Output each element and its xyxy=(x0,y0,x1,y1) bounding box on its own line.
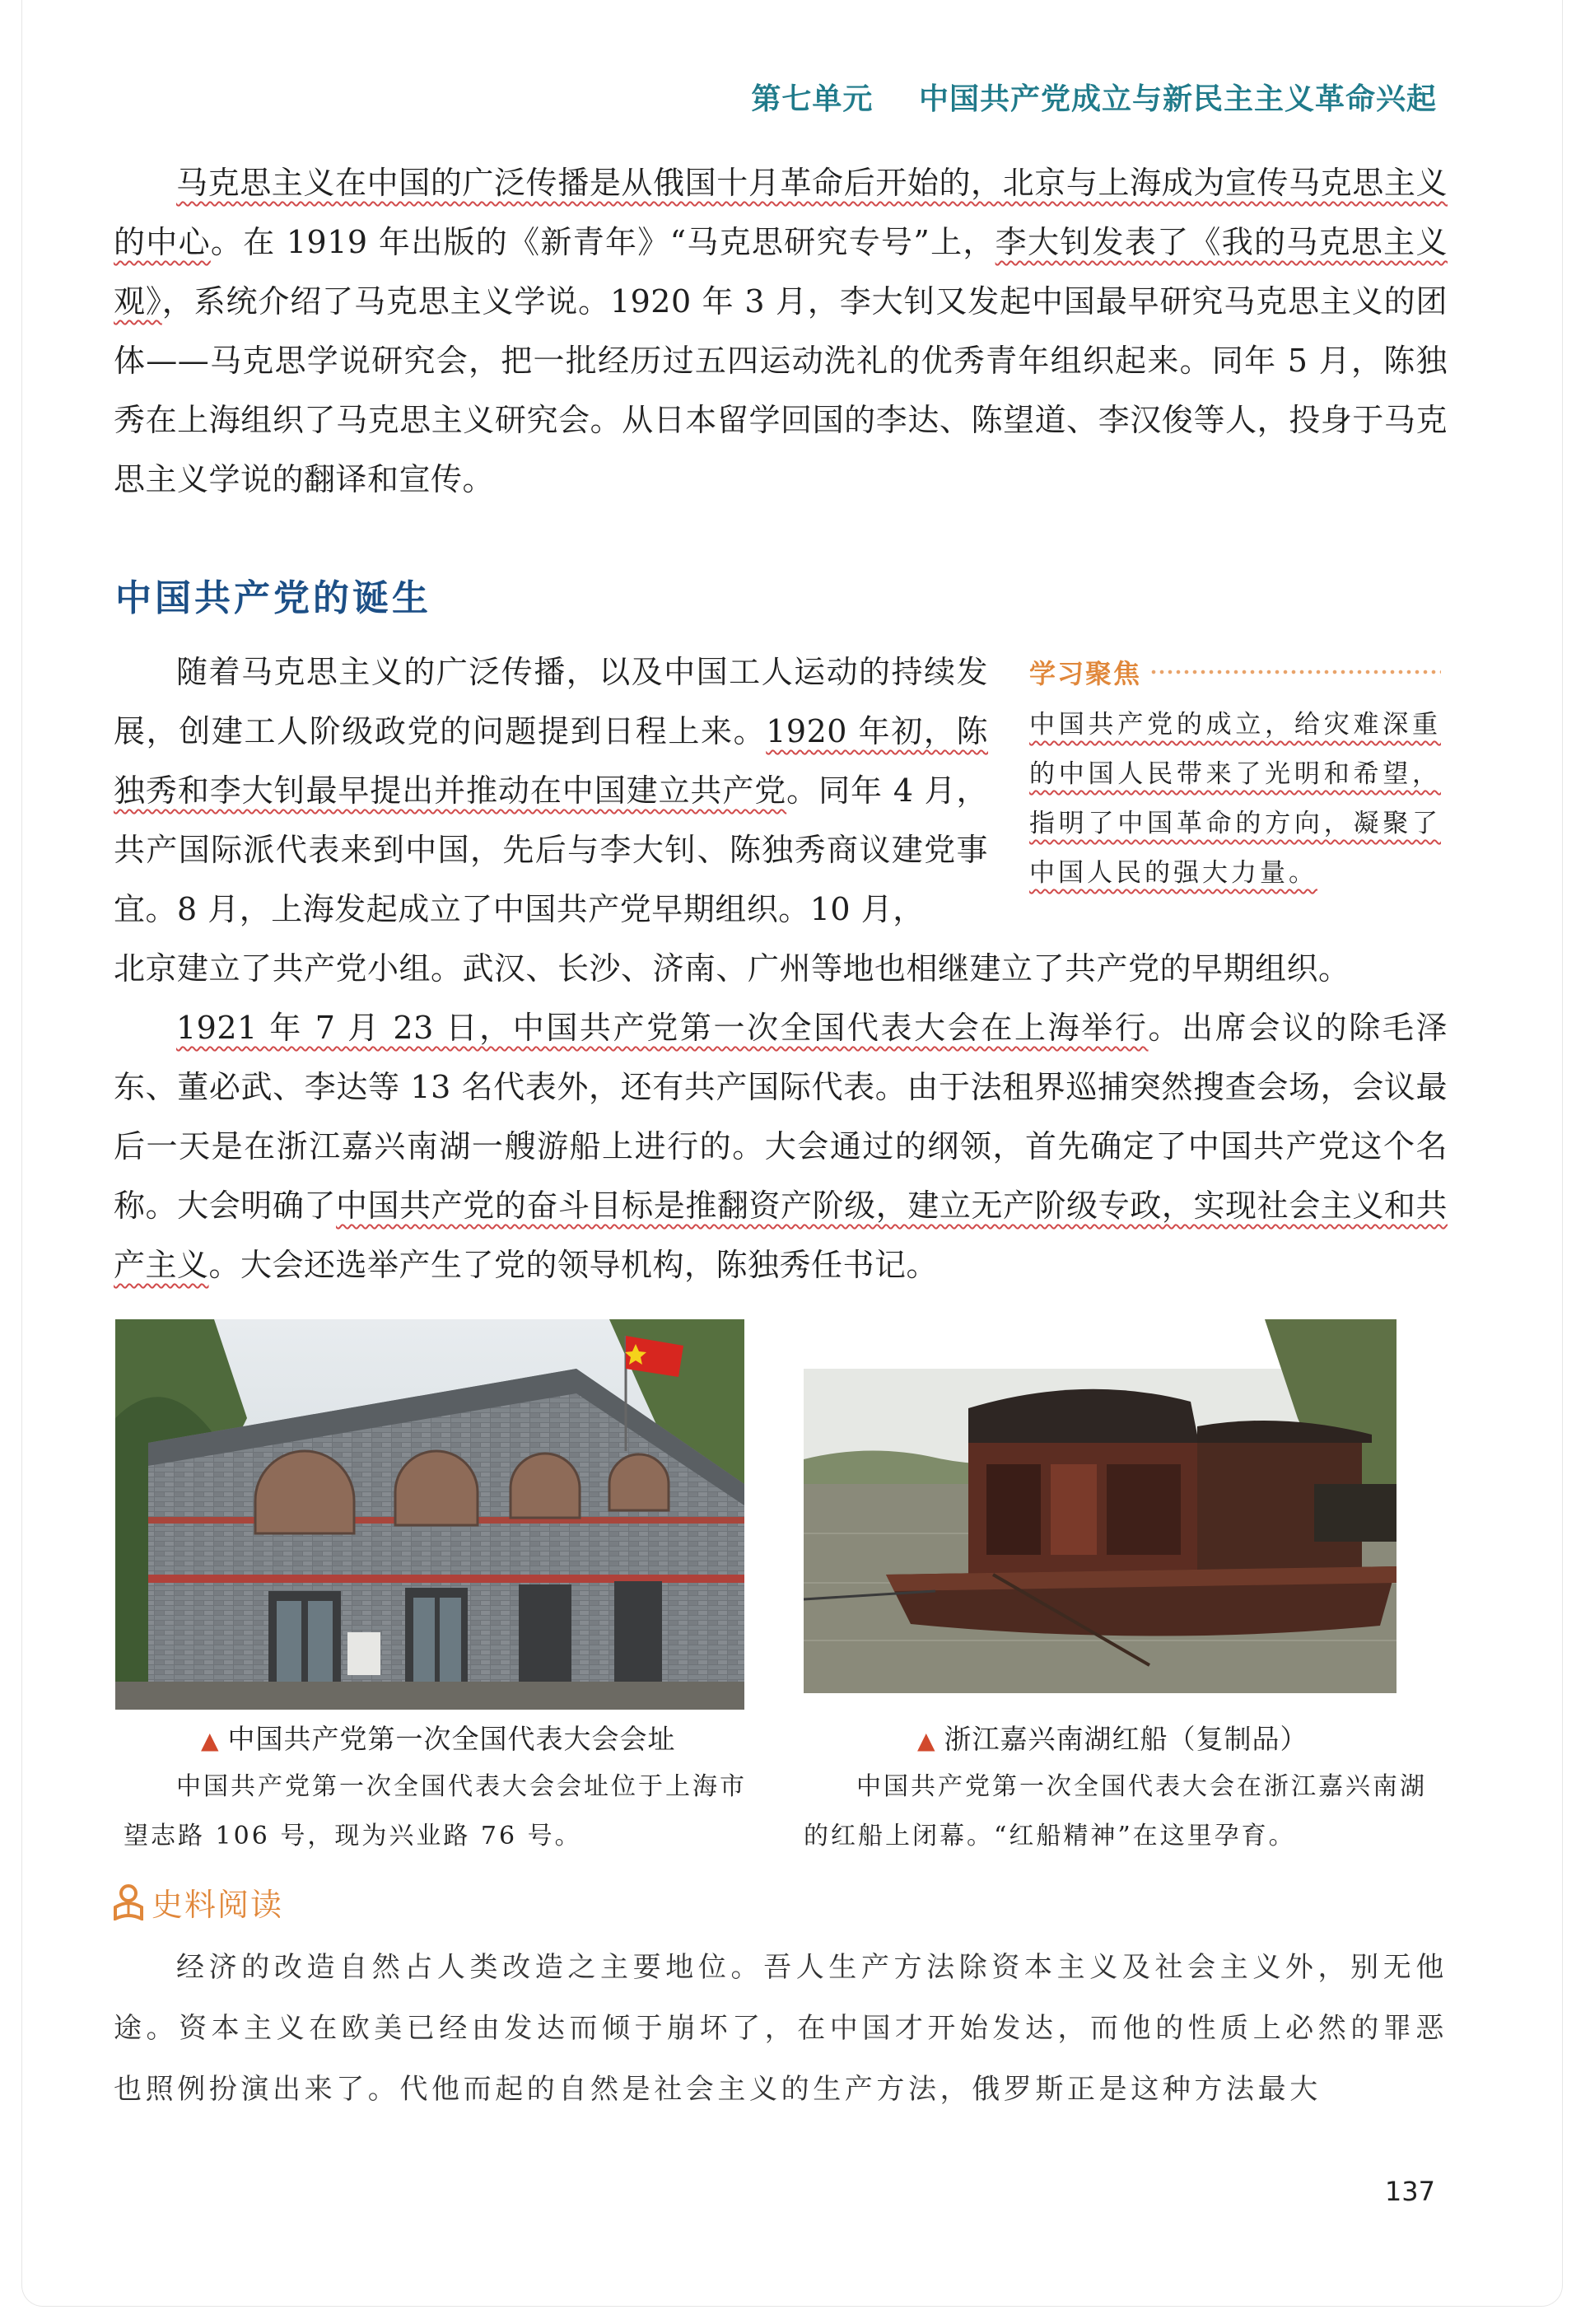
study-focus-dotted-rule xyxy=(1149,668,1441,676)
figure-2-title xyxy=(917,1718,1308,1757)
birth-highlight-3: 中国共产党的奋斗目标是推翻资产阶级，建立无产阶级专政，实现社会主义和共产主义 xyxy=(114,1188,1448,1283)
study-focus-header xyxy=(1029,656,1441,688)
figure-2-title-text: 浙江嘉兴南湖红船（复制品） xyxy=(944,1723,1308,1755)
red-boat-photo xyxy=(804,1319,1396,1693)
study-focus-highlight: 中国共产党的成立，给灾难深重的中国人民带来了光明和希望，指明了中国革命的方向，凝聚了中国人民的强大力量。 xyxy=(1029,710,1441,888)
red-boat-illustration xyxy=(804,1319,1396,1693)
page-number: 137 xyxy=(1384,2176,1435,2207)
birth-text-1: 随着马克思主义的广泛传播，以及中国工人运动的持续发展，创建工人阶级政党的问题提到日程上来。 xyxy=(114,654,988,749)
birth-highlight-1: 1920 年初，陈独秀和李大钊最早提出并推动在中国建立共产党 xyxy=(114,713,988,809)
congress-site-illustration xyxy=(115,1319,744,1710)
birth-text-8: 。大会还选举产生了党的领导机构，陈独秀任书记。 xyxy=(208,1247,939,1283)
figure-1-caption: 中国共产党第一次全国代表大会会址位于上海市望志路 106 号，现为兴业路 76 号。 xyxy=(124,1772,747,1850)
birth-text-6: 。出席会议的除毛泽东、董必武、李达等 13 名代表外，还有共产国际代表。由于法租界巡捕突然搜查会场，会议最后一天是在浙江嘉兴南湖一艘游船上进行的。大会通过的纲领，首先确定了中国共产党这个名称。大会明确了 xyxy=(114,1010,1448,1224)
reader-icon xyxy=(112,1884,145,1920)
triangle-icon: ▲ xyxy=(917,1727,936,1754)
unit-title: 中国共产党成立与新民主主义革命兴起 xyxy=(918,82,1437,116)
reading-text: 经济的改造自然占人类改造之主要地位。吾人生产方法除资本主义及社会主义外，别无他途。资本主义在欧美已经由发达而倾于崩坏了，在中国才开始发达，而他的性质上必然的罪恶也照例扮演出来了。代他而起的自然是社会主义的生产方法，俄罗斯正是这种方法最大 xyxy=(114,1951,1448,2106)
intro-text-2: 。在 1919 年出版的《新青年》“马克思研究专号”上， xyxy=(210,224,995,260)
study-focus-text xyxy=(1029,700,1441,898)
birth-text-3: 。同年 4 月，共产国际派代表来到中国，先后与李大钊、陈独秀商议建党事宜。8 月，上海发起成立了中国共产党早期组织。10 月， xyxy=(114,772,988,927)
figure-2-caption: 中国共产党第一次全国代表大会在浙江嘉兴南湖的红船上闭幕。“红船精神”在这里孕育。 xyxy=(804,1772,1427,1850)
intro-paragraph xyxy=(114,153,1448,509)
figure-1-title-text: 中国共产党第一次全国代表大会会址 xyxy=(227,1723,676,1755)
unit-label: 第七单元 xyxy=(751,82,874,116)
study-focus-label: 学习聚焦 xyxy=(1029,658,1142,689)
intro-highlight-1: 马克思主义在中国的广泛传播是从俄国十月革命后开始的，北京与上海成为宣传马克思主义的中心 xyxy=(114,165,1448,260)
birth-paragraph-1 xyxy=(114,642,988,939)
congress-site-photo xyxy=(115,1319,744,1710)
birth-text-4: 北京建立了共产党小组。武汉、长沙、济南、广州等地也相继建立了共产党的早期组织。 xyxy=(114,950,1350,987)
intro-highlight-2: 李大钊发表了《我的马克思主义观》 xyxy=(114,224,1448,320)
birth-paragraph-1-cont xyxy=(114,939,1448,998)
reading-label: 史料阅读 xyxy=(152,1887,284,1923)
section-title: 中国共产党的诞生 xyxy=(115,577,431,619)
triangle-icon: ▲ xyxy=(201,1727,220,1754)
intro-text-4: ，系统介绍了马克思主义学说。1920 年 3 月，李大钊又发起中国最早研究马克思主义的团体——马克思学说研究会，把一批经历过五四运动洗礼的优秀青年组织起来。同年 5 月，陈独秀在上海组织了马克思主义研究会。从日本留学回国的李达、陈望道、李汉俊等人，投身于马克思主义学说的翻译和宣传。 xyxy=(114,283,1448,497)
birth-highlight-2: 1921 年 7 月 23 日，中国共产党第一次全国代表大会在上海举行 xyxy=(176,1010,1149,1046)
birth-paragraph-2 xyxy=(114,998,1448,1295)
reading-header xyxy=(112,1879,283,1925)
running-header xyxy=(751,76,1437,118)
figure-1-title xyxy=(201,1718,676,1757)
study-focus-box xyxy=(1029,656,1441,898)
